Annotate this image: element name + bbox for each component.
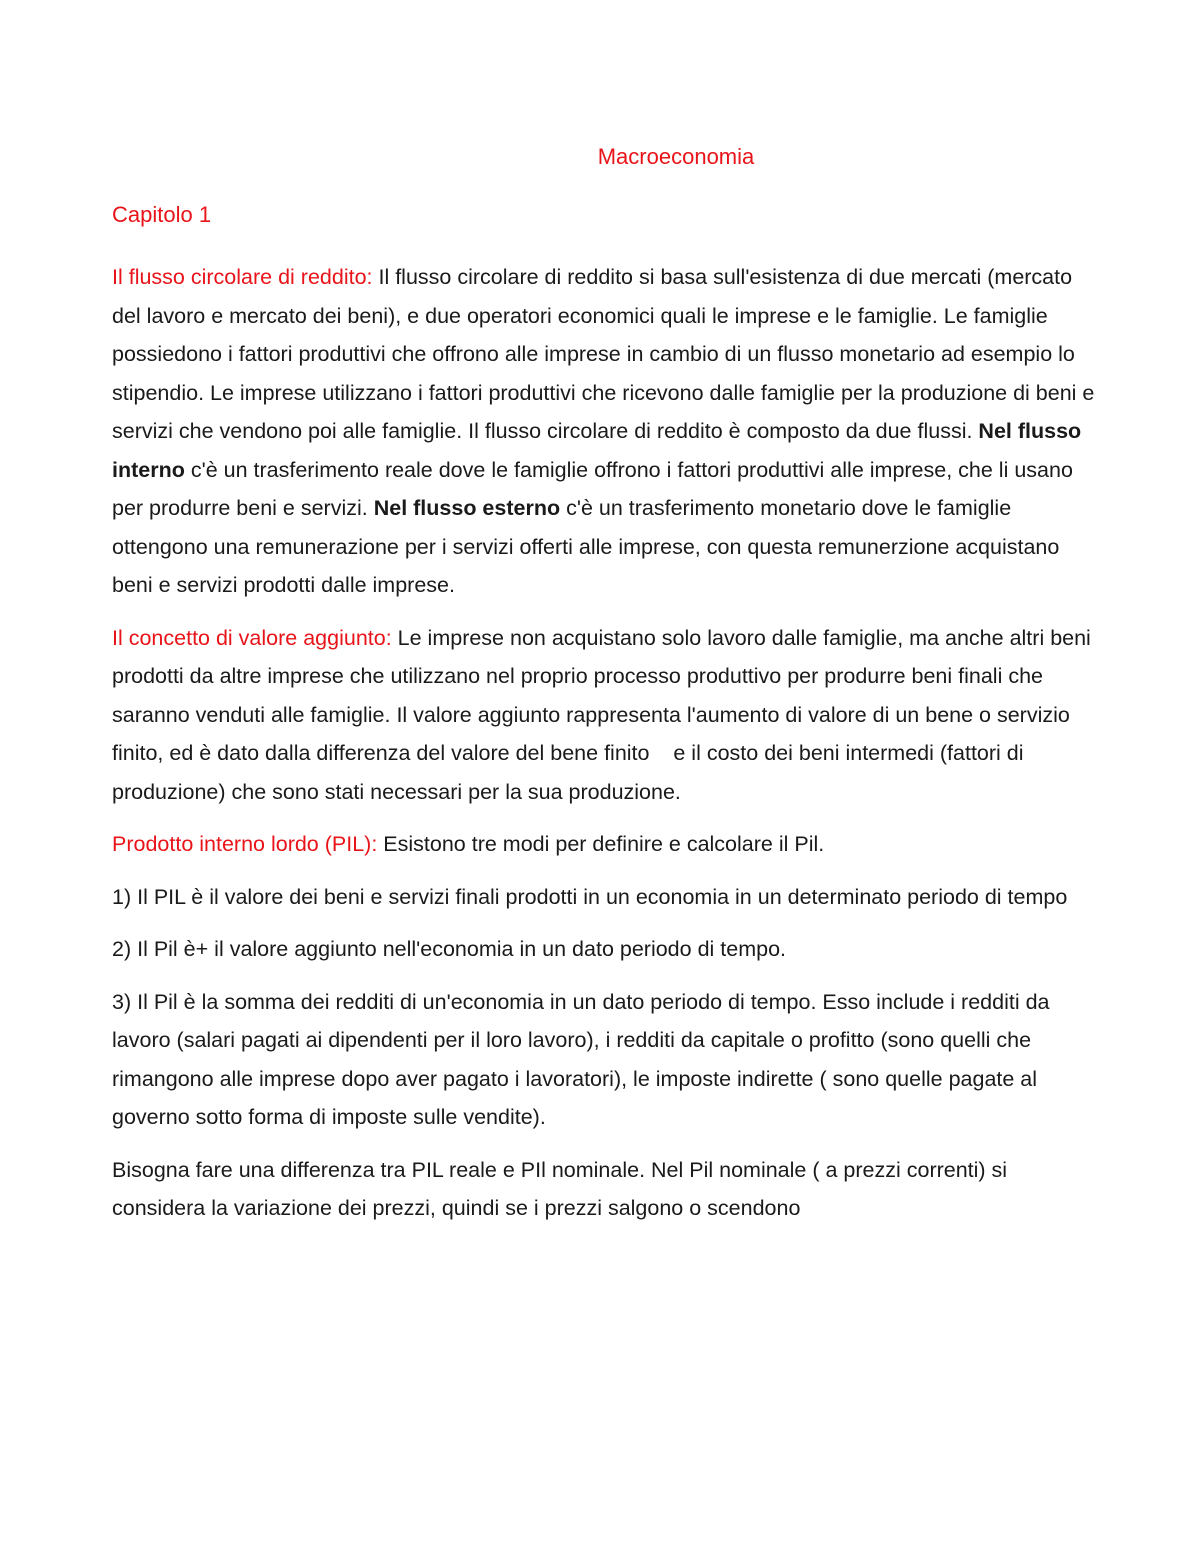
paragraph-pil-reale-nominale: Bisogna fare una differenza tra PIL reale e PIl nominale. Nel Pil nominale ( a prezzi correnti) si considera la variazione dei prezzi, quindi se i prezzi salgono o scendono [112,1157,1008,1220]
paragraph-flusso-circolare [112,258,1102,605]
list-item-3: 3) Il Pil è la somma dei redditi di un'economia in un dato periodo di tempo. Esso include i redditi da lavoro (salari pagati ai dipendenti per il loro lavoro), i redditi da capitale o profitto (sono quelli che rimangono alle imprese dopo aver pagato i lavoratori), le imposte indirette ( sono quelle pagate al governo sotto forma di imposte sulle vendite). [112,989,1050,1129]
paragraph-text: c'è un trasferimento monetario dove le famiglie ottengono una remunerazione per i servizi offerti alle imprese, con questa remunerzione acquistano beni e servizi prodotti dalle imprese. [112,496,1060,597]
list-item-2: 2) Il Pil è+ il valore aggiunto nell'economia in un dato periodo di tempo. [112,937,787,961]
paragraph-valore-aggiunto [112,619,1102,812]
paragraph-text: Esistono tre modi per definire e calcolare il Pil. [377,832,825,856]
section-heading: Il flusso circolare di reddito: [112,265,373,289]
emphasis-text: Nel flusso esterno [373,496,561,520]
section-heading: Prodotto interno lordo (PIL): [112,832,378,856]
emphasis-text: Nel flusso interno [112,419,1082,482]
paragraph-pil [112,825,1102,864]
paragraph-text: Il flusso circolare di reddito si basa sull'esistenza di due mercati (mercato del lavoro e mercato dei beni), e due operatori economici quali le imprese e le famiglie. Le famiglie possiedono i fattori produttivi che offrono alle imprese in cambio di un flusso monetario ad esempio lo stipendio. Le imprese utilizzano i fattori produttivi che ricevono dalle famiglie per la produzione di beni e servizi che vendono poi alle famiglie. Il flusso circolare di reddito è composto da due flussi. [112,265,1095,443]
paragraph-text: Le imprese non acquistano solo lavoro dalle famiglie, ma anche altri beni prodotti da altre imprese che utilizzano nel proprio processo produttivo per produrre beni finali che saranno venduti alle famiglie. Il valore aggiunto rappresenta l'aumento di valore di un bene o servizio finito, ed è dato dalla differenza del valore del bene finito e il costo dei beni intermedi (fattori di produzione) che sono stati necessari per la sua produzione. [112,625,1097,804]
document-body [112,258,1102,1242]
document-title: Macroeconomia [597,144,755,169]
paragraph-text: c'è un trasferimento reale dove le famiglie offrono i fattori produttivi alle imprese, che li usano per produrre beni e servizi. [112,457,1073,520]
section-heading: Il concetto di valore aggiunto: [112,625,392,650]
list-item-1: 1) Il PIL è il valore dei beni e servizi finali prodotti in un economia in un determinato periodo di tempo [112,884,1068,909]
chapter-heading: Capitolo 1 [112,202,212,227]
